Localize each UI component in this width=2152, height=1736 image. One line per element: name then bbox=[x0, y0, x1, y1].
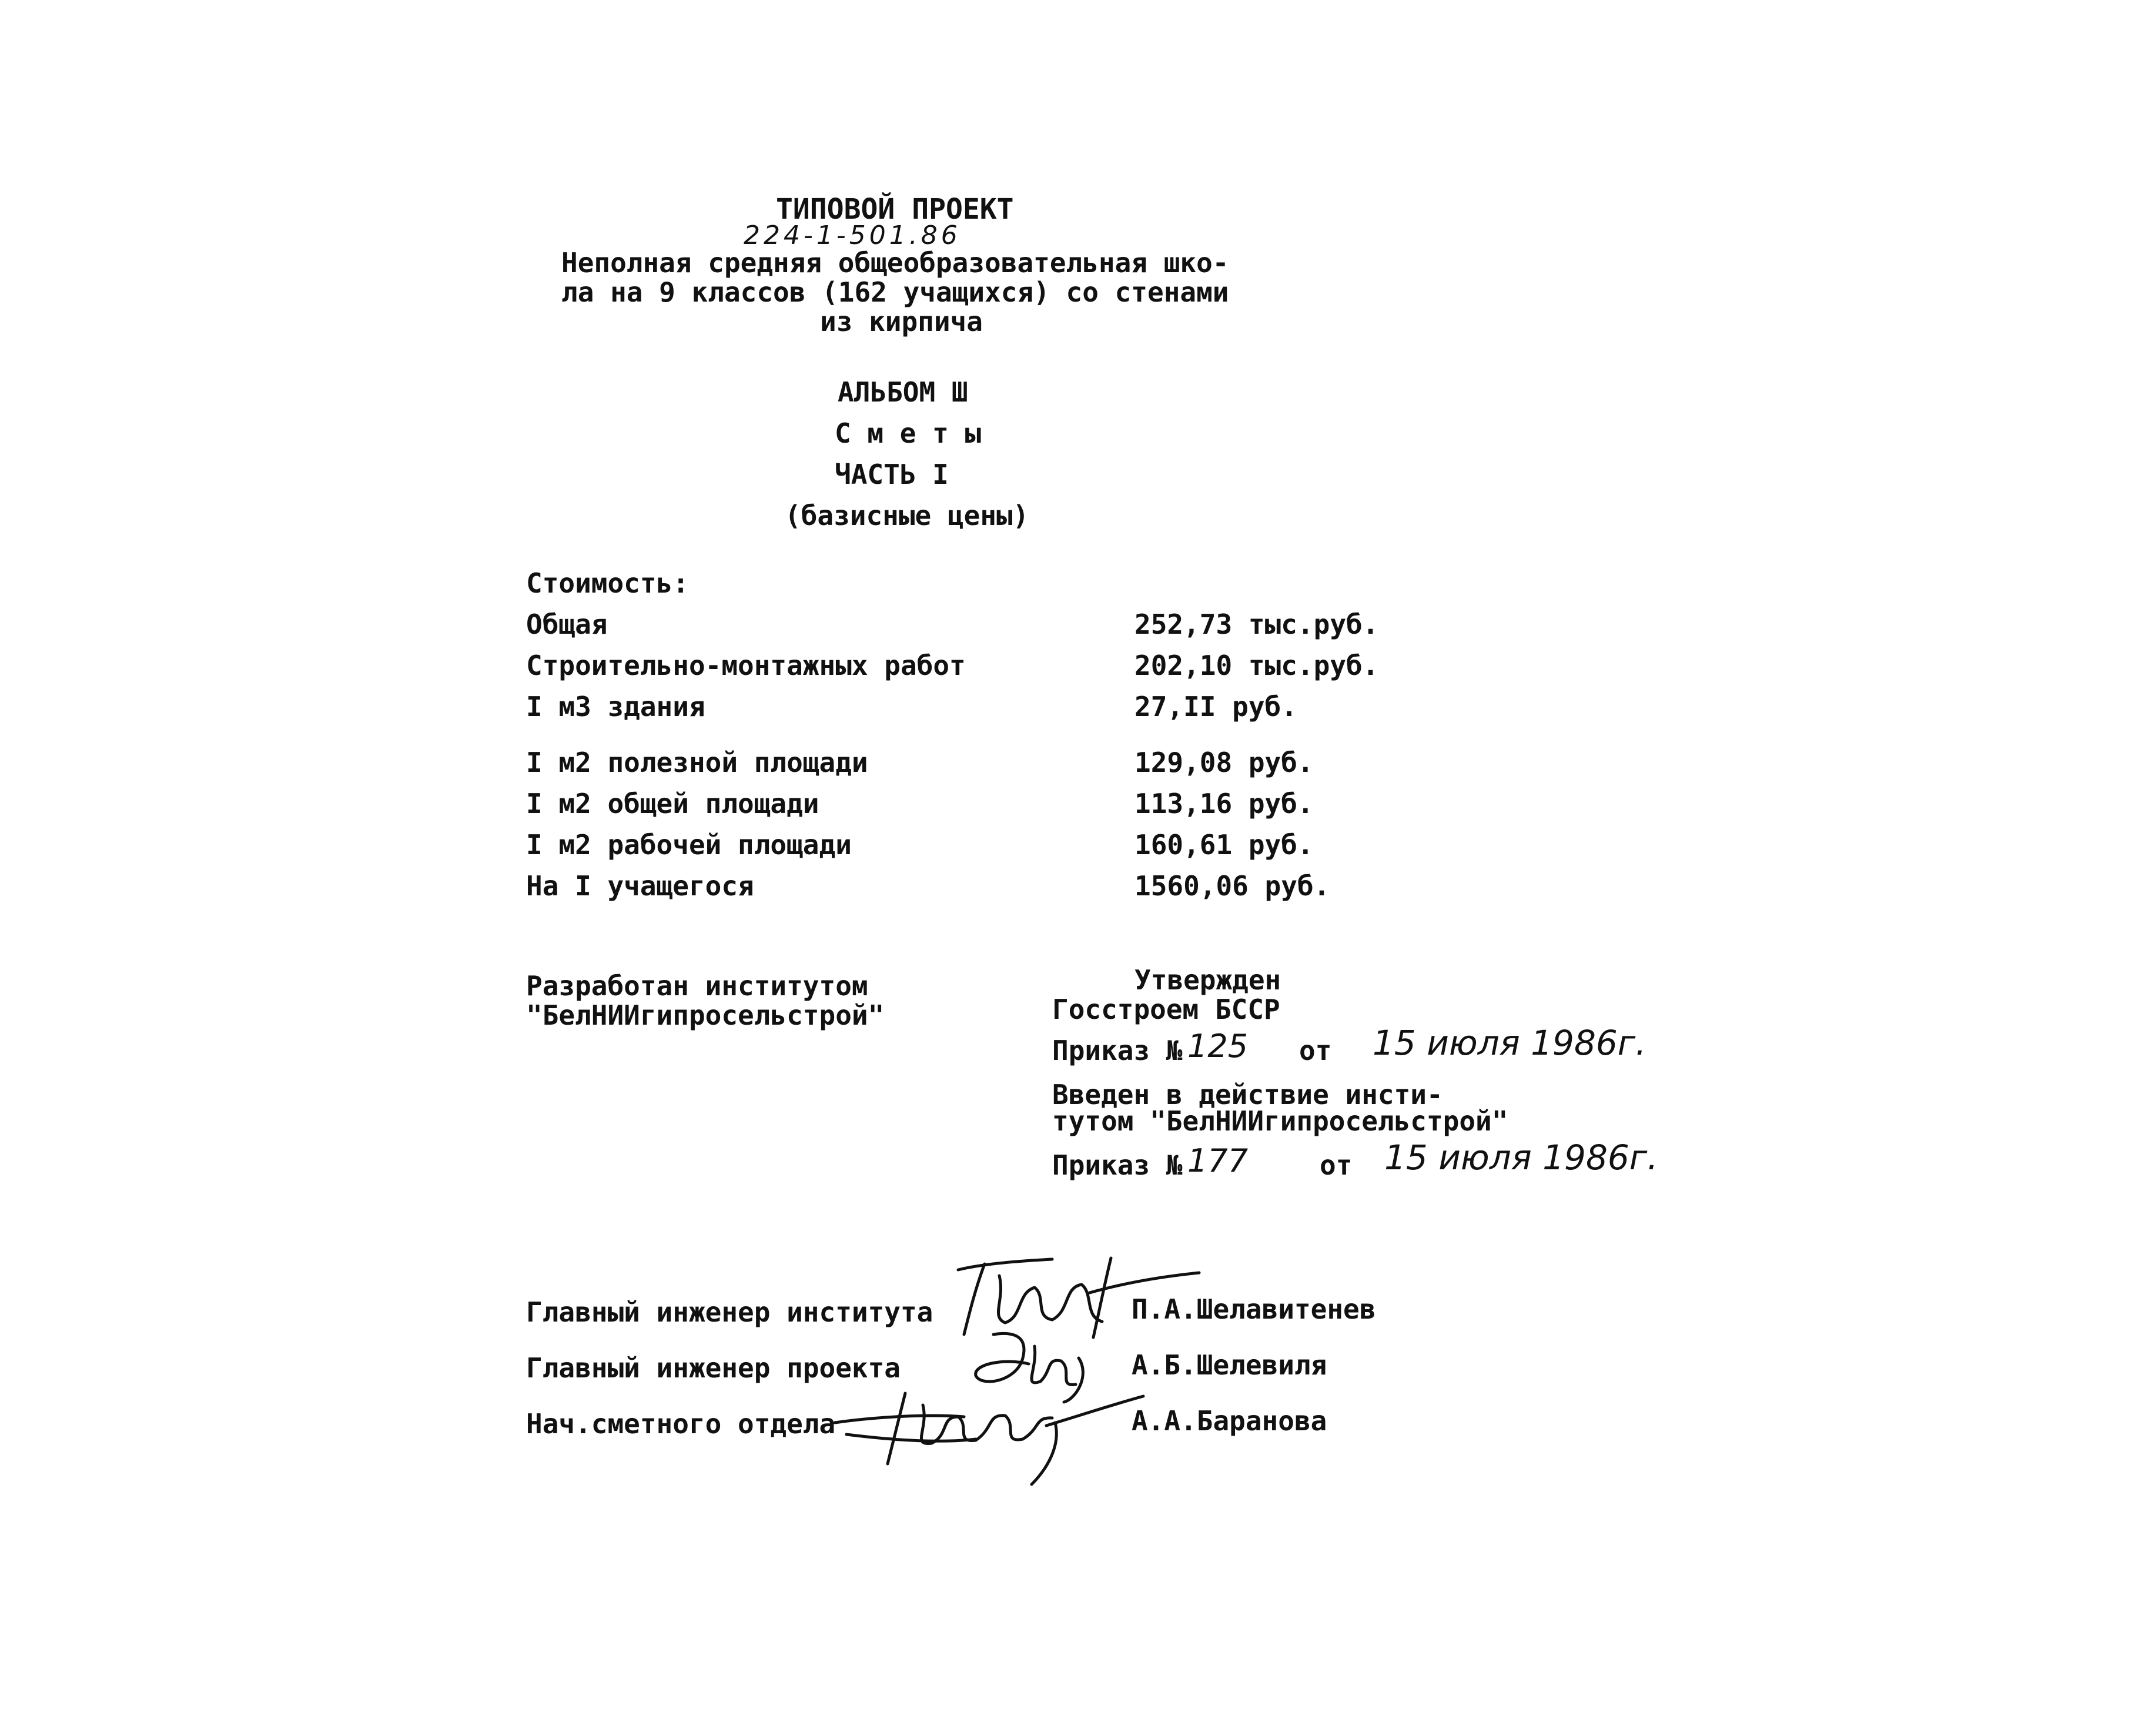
cost-label: I м2 полезной площади bbox=[526, 747, 868, 778]
cost-label: I м2 рабочей площади bbox=[526, 829, 852, 861]
developed-line2: "БелНИИгипросельстрой" bbox=[526, 999, 885, 1031]
cost-label: На I учащегося bbox=[526, 870, 754, 902]
cost-value: 1560,06 руб. bbox=[1134, 870, 1330, 902]
cost-value: 113,16 руб. bbox=[1134, 788, 1314, 820]
cost-value: 27,II руб. bbox=[1134, 691, 1297, 723]
prices-label: (базисные цены) bbox=[785, 500, 1029, 531]
developed-line1: Разработан институтом bbox=[526, 970, 868, 1002]
section-label: С м е т ы bbox=[835, 417, 982, 449]
cost-value: 252,73 тыс.руб. bbox=[1134, 608, 1379, 640]
cost-value: 160,61 руб. bbox=[1134, 829, 1314, 861]
cost-label: Общая bbox=[526, 608, 608, 640]
order2-number: 177 bbox=[1187, 1142, 1249, 1179]
approved-line1: Утвержден bbox=[1134, 964, 1281, 996]
introduced-line2: тутом "БелНИИгипросельстрой" bbox=[1052, 1105, 1508, 1137]
cost-label: Строительно-монтажных работ bbox=[526, 650, 966, 681]
order1-from: от bbox=[1299, 1035, 1332, 1066]
signature-name: А.А.Баранова bbox=[1132, 1405, 1327, 1437]
signature-name: П.А.Шелавитенев bbox=[1132, 1293, 1376, 1325]
project-title: ТИПОВОЙ ПРОЕКТ bbox=[776, 193, 1014, 226]
cost-value: 129,08 руб. bbox=[1134, 747, 1314, 778]
signature-position: Главный инженер института bbox=[526, 1296, 933, 1328]
order2-label: Приказ № bbox=[1052, 1149, 1183, 1181]
album-label: АЛЬБОМ Ш bbox=[838, 376, 968, 408]
handwritten-signature-3 bbox=[823, 1370, 1152, 1487]
signature-position: Нач.сметного отдела bbox=[526, 1408, 836, 1440]
project-number: 224-1-501.86 bbox=[744, 220, 961, 250]
project-name-line2: ла на 9 классов (162 учащихся) со стенами bbox=[561, 276, 1229, 308]
introduced-line1: Введен в действие инсти- bbox=[1052, 1079, 1443, 1110]
signature-name: А.Б.Шелевиля bbox=[1132, 1349, 1327, 1381]
project-name-line1: Неполная средняя общеобразовательная шко- bbox=[561, 247, 1229, 279]
order2-from: от bbox=[1320, 1149, 1353, 1181]
approved-line2: Госстроем БССР bbox=[1052, 994, 1280, 1025]
order1-date: 15 июля 1986г. bbox=[1373, 1023, 1646, 1063]
order1-number: 125 bbox=[1187, 1028, 1249, 1065]
part-label: ЧАСТЬ I bbox=[835, 459, 949, 490]
cost-heading: Стоимость: bbox=[526, 567, 689, 599]
order1-label: Приказ № bbox=[1052, 1035, 1183, 1066]
project-name-line3: из кирпича bbox=[820, 306, 983, 337]
cost-label: I м2 общей площади bbox=[526, 788, 819, 820]
signature-position: Главный инженер проекта bbox=[526, 1352, 901, 1384]
cost-label: I м3 здания bbox=[526, 691, 705, 723]
cost-value: 202,10 тыс.руб. bbox=[1134, 650, 1379, 681]
order2-date: 15 июля 1986г. bbox=[1384, 1138, 1658, 1178]
